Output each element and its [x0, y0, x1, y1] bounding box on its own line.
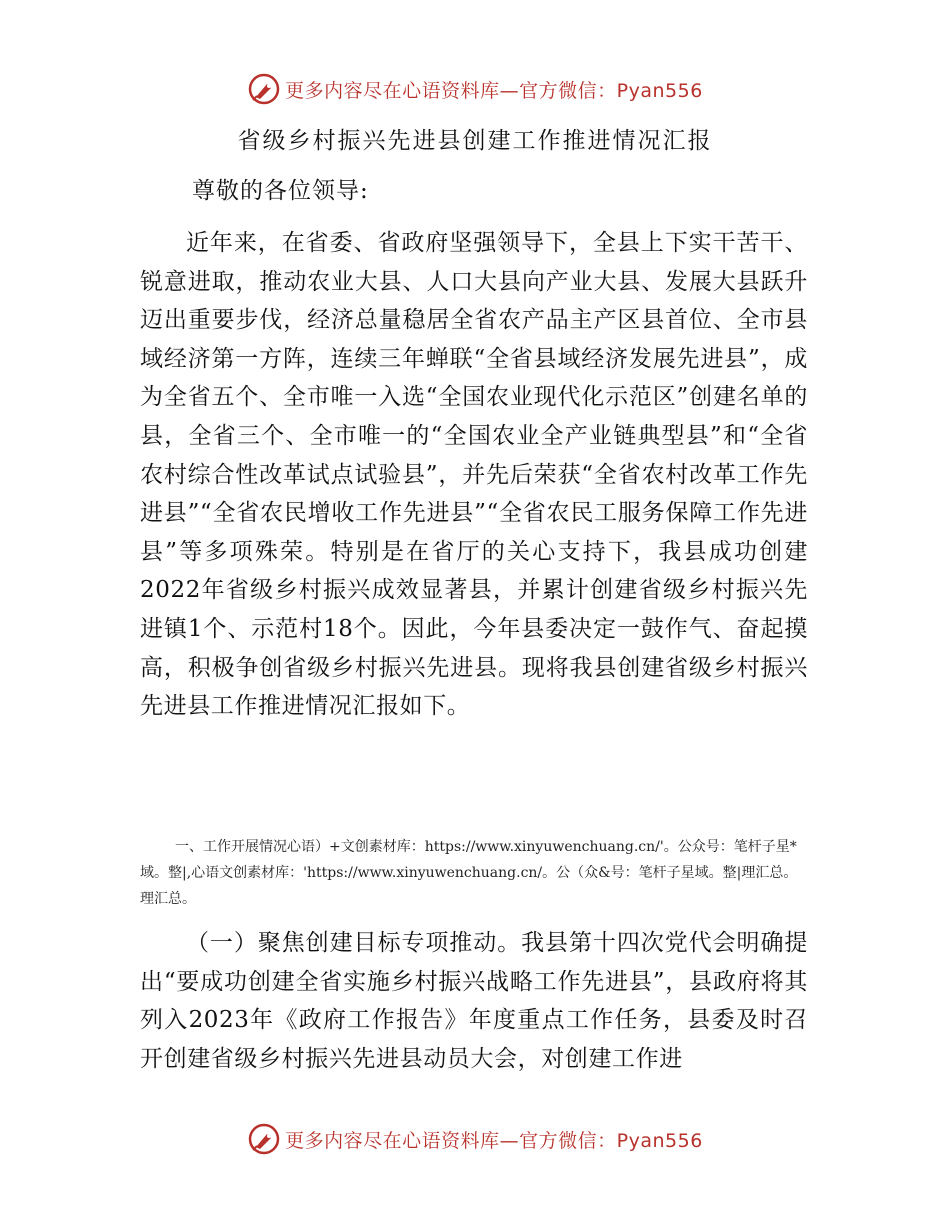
- paragraph-section-1: （一）聚焦创建目标专项推动。我县第十四次党代会明确提出“要成功创建全省实施乡村振兴战略工作先进县”，县政府将其列入2023年《政府工作报告》年度重点工作任务，县委及时召开创建省级乡村振兴先进县动员大会，对创建工作进: [140, 930, 808, 1072]
- pen-nib-logo-icon: [247, 72, 281, 106]
- document-title: 省级乡村振兴先进县创建工作推进情况汇报: [237, 128, 713, 154]
- header-banner: [0, 72, 950, 106]
- banner-text: 更多内容尽在心语资料库—官方微信：Pyan556: [285, 1129, 703, 1152]
- banner-text: 更多内容尽在心语资料库—官方微信：Pyan556: [285, 79, 703, 102]
- paragraph-intro: 近年来，在省委、省政府坚强领导下，全县上下实干苦干、锐意进取，推动农业大县、人口大县向产业大县、发展大县跃升迈出重要步伐，经济总量稳居全省农产品主产区县首位、全市县域经济第一方阵，连续三年蝉联“全省县域经济发展先进县”，成为全省五个、全市唯一入选“全国农业现代化示范区”创建名单的县，全省三个、全市唯一的“全国农业全产业链典型县”和“全省农村综合性改革试点试验县”，并先后荣获“全省农村改革工作先进县”“全省农民增收工作先进县”“全省农民工服务保障工作先进县”等多项殊荣。特别是在省厅的关心支持下，我县成功创建2022年省级乡村振兴成效显著县，并累计创建省级乡村振兴先进镇1个、示范村18个。因此，今年县委决定一鼓作气、奋起摸高，积极争创省级乡村振兴先进县。现将我县创建省级乡村振兴先进县工作推进情况汇报如下。: [140, 230, 808, 720]
- pen-nib-logo-icon: [247, 1122, 281, 1156]
- watermark-note: 一、工作开展情况心语）+文创素材库：https://www.xinyuwenchuang.cn/'。公众号：笔杆子星*域。整|,心语文创素材库：'https://www.xinyuwenchuang.cn/。公（众&号：笔杆子星域。整|理汇总。理汇总。: [140, 839, 798, 907]
- footer-banner: [0, 1122, 950, 1156]
- salutation: 尊敬的各位领导:: [192, 178, 369, 204]
